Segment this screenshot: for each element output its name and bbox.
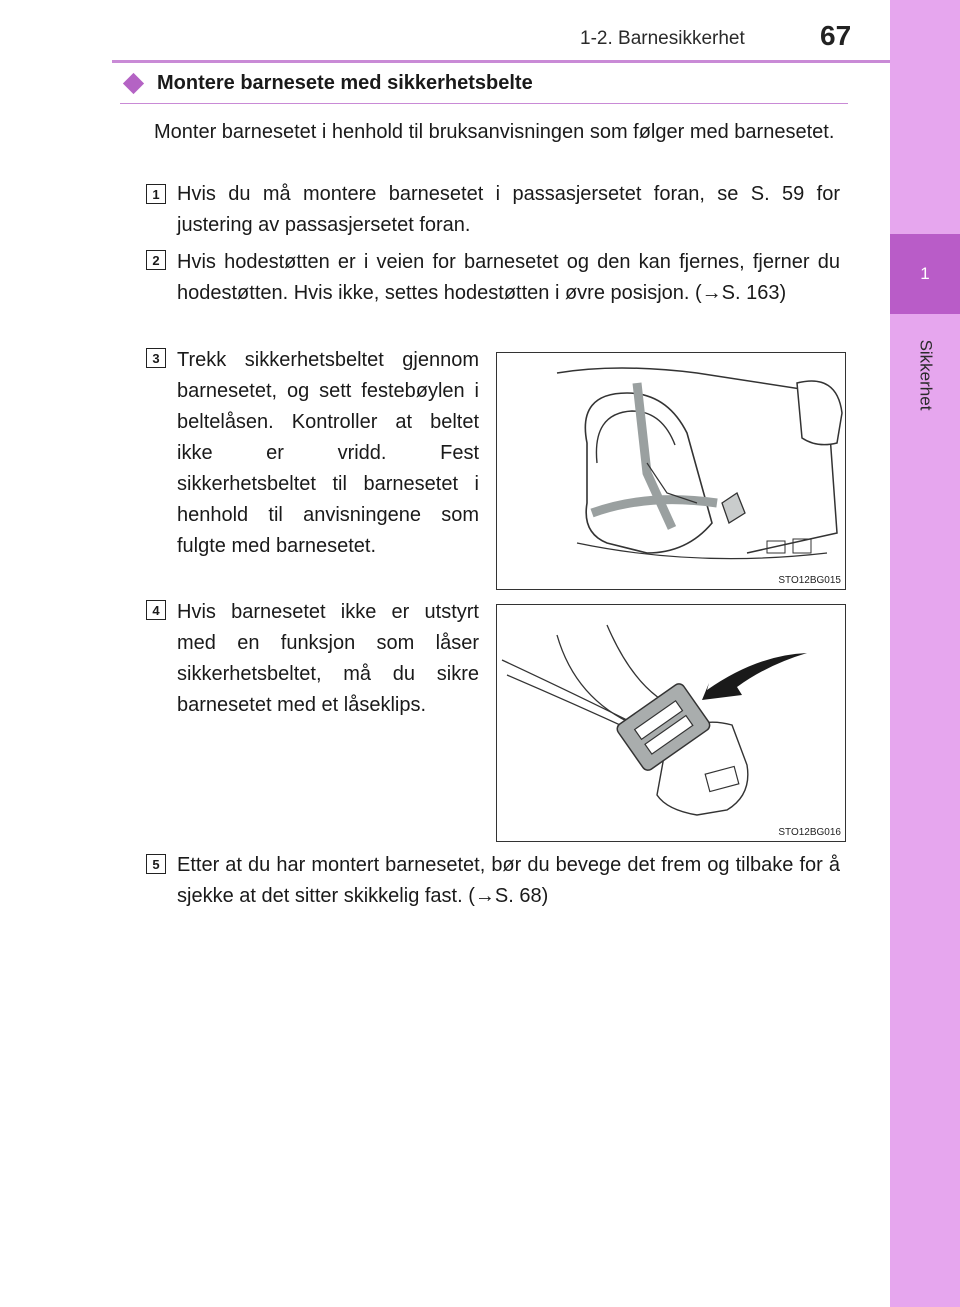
figure-locking-clip	[496, 604, 846, 842]
step-number-3: 3	[146, 348, 166, 368]
section-heading	[120, 72, 848, 95]
figure-code: STO12BG015	[778, 575, 841, 586]
step-number-2: 2	[146, 250, 166, 270]
locking-clip-illustration	[497, 605, 845, 841]
chapter-number: 1	[920, 264, 930, 283]
chapter-side-tab	[890, 0, 960, 1307]
step-text-2: Hvis hodestøtten er i veien for barnesetet og den kan fjernes, fjerner du hodestøtten. Hvis ikke, settes hodestøtten i øvre posisjon. (→S. 163)	[177, 251, 840, 304]
section-title: 1-2. Barnesikkerhet	[580, 28, 745, 49]
chapter-label: Sikkerhet	[916, 339, 935, 411]
figure-child-seat-installation	[496, 352, 846, 590]
step-number-4: 4	[146, 600, 166, 620]
step-number-1: 1	[146, 184, 166, 204]
step-text-1: Hvis du må montere barnesetet i passasjersetet foran, se S. 59 for justering av passasjersetet foran.	[177, 183, 840, 236]
chapter-number-tab[interactable]	[890, 234, 960, 314]
figure-code: STO12BG016	[778, 827, 841, 838]
header-divider	[112, 60, 890, 63]
step-number-5: 5	[146, 854, 166, 874]
intro-paragraph: Monter barnesetet i henhold til bruksanvisningen som følger med barnesetet.	[154, 121, 835, 143]
chapter-label-tab	[890, 320, 960, 430]
heading-divider	[120, 103, 848, 104]
heading-text: Montere barnesete med sikkerhetsbelte	[157, 72, 533, 94]
step-text-5: Etter at du har montert barnesetet, bør du bevege det frem og tilbake for å sjekke at det sitter skikkelig fast. (→S. 68)	[177, 854, 840, 907]
page-number: 67	[820, 20, 852, 51]
step-text-4: Hvis barnesetet ikke er utstyrt med en funksjon som låser sikkerhetsbeltet, må du sikre barnesetet med et låseklips.	[177, 601, 479, 716]
child-seat-illustration	[497, 353, 845, 589]
diamond-bullet-icon	[123, 73, 144, 94]
step-text-3: Trekk sikkerhetsbeltet gjennom barnesetet, og sett festebøylen i beltelåsen. Kontroller at beltet ikke er vridd. Fest sikkerhetsbeltet til barnesetet i henhold til anvisningene som fulgte med barnesetet.	[177, 349, 479, 557]
